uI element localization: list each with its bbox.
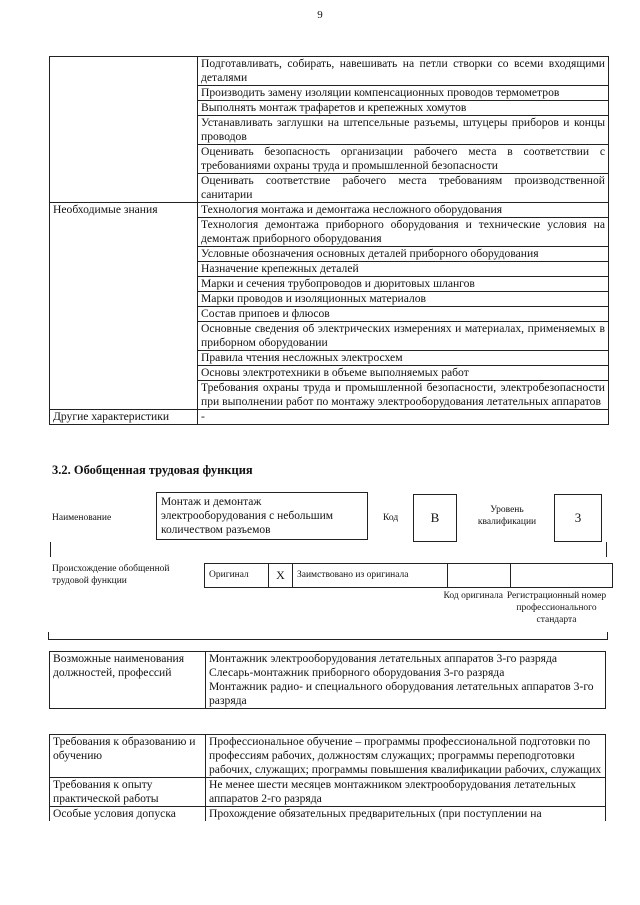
- row-label: [50, 218, 198, 247]
- row-text: Назначение крепежных деталей: [198, 262, 609, 277]
- origin-reg-caption: Регистрационный номер профессионального стандарта: [506, 591, 607, 625]
- row-label: Необходимые знания: [50, 203, 198, 218]
- row-text: -: [198, 410, 609, 425]
- divider: [606, 542, 607, 557]
- row-label: Особые условия допуска: [50, 807, 206, 822]
- row-text: Технология монтажа и демонтажа несложного оборудования: [198, 203, 609, 218]
- skills-knowledge-table: [49, 56, 609, 425]
- row-text: Марки и сечения трубопроводов и дюритовых шлангов: [198, 277, 609, 292]
- code-value: В: [413, 494, 457, 542]
- row-label: Требования к опыту практической работы: [50, 778, 206, 807]
- page-number: 9: [317, 9, 323, 21]
- divider: [607, 632, 608, 640]
- name-label: Наименование: [52, 513, 112, 523]
- row-label: [50, 381, 198, 410]
- row-label: [50, 174, 198, 203]
- row-text: Оценивать соответствие рабочего места требованиям производственной санитарии: [198, 174, 609, 203]
- row-label: Требования к образованию и обучению: [50, 735, 206, 778]
- row-label: [50, 277, 198, 292]
- row-text: Профессиональное обучение – программы профессиональной подготовки по профессиям рабочих, должностям служащих; программы переподготовки рабочих, служащих; программы повышения квалификации рабочих, служащих: [206, 735, 606, 778]
- origin-borrowed: Заимствовано из оригинала: [293, 564, 448, 587]
- table-row: [50, 262, 609, 277]
- row-text: Состав припоев и флюсов: [198, 307, 609, 322]
- level-label: Уровень квалификации: [477, 505, 537, 527]
- table-row: [50, 86, 609, 101]
- positions-label: Возможные наименования должностей, профессий: [50, 652, 206, 709]
- table-row: [50, 322, 609, 351]
- table-row: [50, 381, 609, 410]
- row-text: Оценивать безопасность организации рабочего места в соответствии с требованиями охраны труда и промышленной безопасности: [198, 145, 609, 174]
- level-value: 3: [554, 494, 602, 542]
- row-label: [50, 307, 198, 322]
- origin-row: [204, 563, 613, 588]
- row-label: [50, 145, 198, 174]
- row-label: [50, 262, 198, 277]
- row-label: [50, 322, 198, 351]
- table-row: [50, 351, 609, 366]
- row-text: Производить замену изоляции компенсационных проводов термометров: [198, 86, 609, 101]
- table-row: [50, 218, 609, 247]
- table-row: [50, 116, 609, 145]
- row-text: Не менее шести месяцев монтажником электрооборудования летательных аппаратов 2-го разряда: [206, 778, 606, 807]
- positions-table: [49, 651, 606, 709]
- table-row: [50, 277, 609, 292]
- row-label: [50, 101, 198, 116]
- row-text: Устанавливать заглушки на штепсельные разъемы, штуцеры приборов и концы проводов: [198, 116, 609, 145]
- row-label: [50, 116, 198, 145]
- row-text: Марки проводов и изоляционных материалов: [198, 292, 609, 307]
- row-text: Выполнять монтаж трафаретов и крепежных хомутов: [198, 101, 609, 116]
- origin-reg-cell: [511, 564, 612, 587]
- divider: [48, 639, 608, 640]
- table-row: [50, 247, 609, 262]
- list-item: Монтажник электрооборудования летательных аппаратов 3-го разряда: [209, 652, 558, 665]
- divider: [48, 632, 49, 640]
- table-row: [50, 652, 606, 709]
- table-row: [50, 203, 609, 218]
- table-row: [50, 410, 609, 425]
- list-item: Слесарь-монтажник приборного оборудования 3-го разряда: [209, 666, 505, 679]
- table-row: [50, 778, 606, 807]
- positions-list: [206, 652, 606, 709]
- row-label: [50, 292, 198, 307]
- row-text: Требования охраны труда и промышленной безопасности, электробезопасности при выполнении работ по монтажу электрооборудования летательных аппаратов: [198, 381, 609, 410]
- origin-code-caption: Код оригинала: [443, 591, 503, 601]
- table-row: [50, 807, 606, 822]
- row-text: Прохождение обязательных предварительных (при поступлении на: [206, 807, 606, 822]
- divider: [50, 542, 51, 557]
- section-title: 3.2. Обобщенная трудовая функция: [52, 463, 253, 477]
- row-label: [50, 86, 198, 101]
- list-item: Монтажник радио- и специального оборудования летательных аппаратов 3-го разряда: [209, 680, 594, 707]
- table-row: [50, 307, 609, 322]
- table-row: [50, 366, 609, 381]
- code-label: Код: [383, 513, 399, 523]
- row-text: Подготавливать, собирать, навешивать на петли створки со всеми входящими деталями: [198, 57, 609, 86]
- table-row: [50, 174, 609, 203]
- table-row: [50, 292, 609, 307]
- row-label: [50, 57, 198, 86]
- origin-original: Оригинал: [205, 564, 269, 587]
- origin-code-cell: [448, 564, 511, 587]
- origin-mark: X: [269, 564, 293, 587]
- name-value: Монтаж и демонтаж электрооборудования с небольшим количеством разъемов: [156, 492, 368, 540]
- row-label: Другие характеристики: [50, 410, 198, 425]
- row-text: Основные сведения об электрических измерениях и материалах, применяемых в приборном оборудовании: [198, 322, 609, 351]
- table-row: [50, 101, 609, 116]
- row-text: Технология демонтажа приборного оборудования и технические условия на демонтаж приборного оборудования: [198, 218, 609, 247]
- table-row: [50, 735, 606, 778]
- origin-label: Происхождение обобщенной трудовой функции: [52, 564, 170, 586]
- table-row: [50, 145, 609, 174]
- row-label: [50, 247, 198, 262]
- row-label: [50, 351, 198, 366]
- row-label: [50, 366, 198, 381]
- row-text: Основы электротехники в объеме выполняемых работ: [198, 366, 609, 381]
- row-text: Условные обозначения основных деталей приборного оборудования: [198, 247, 609, 262]
- requirements-table: [49, 734, 606, 821]
- table-row: [50, 57, 609, 86]
- row-text: Правила чтения несложных электросхем: [198, 351, 609, 366]
